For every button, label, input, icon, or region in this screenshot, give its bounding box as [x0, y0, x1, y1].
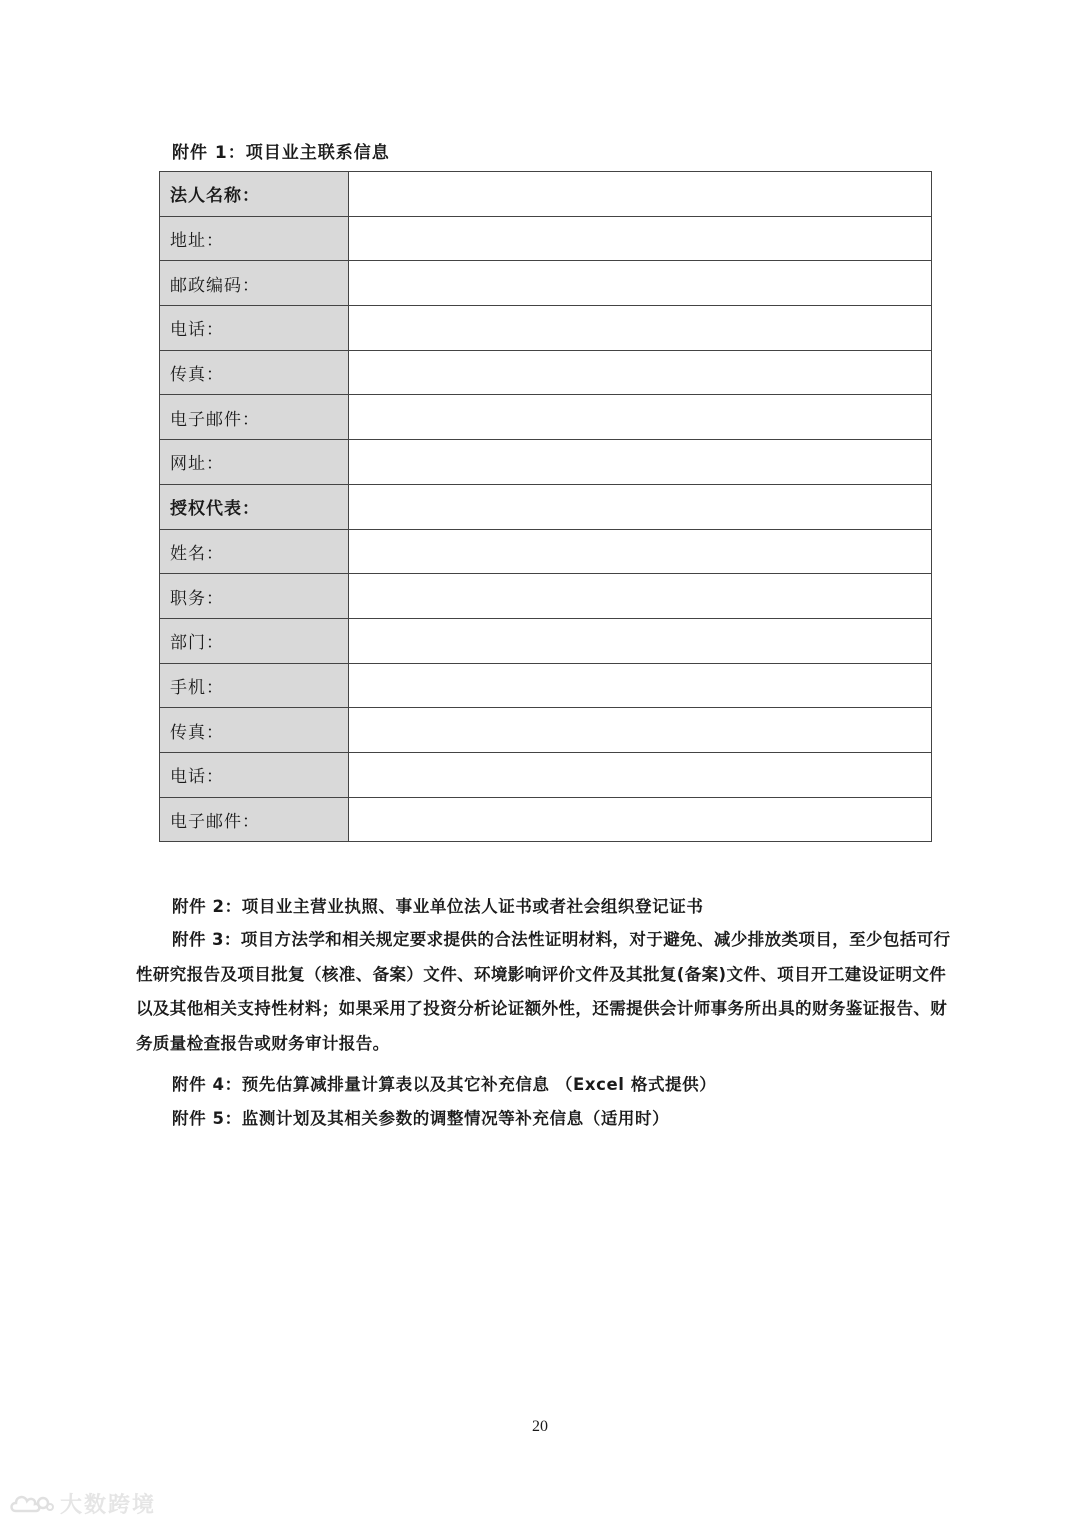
attachment-5-text: 附件 5：监测计划及其相关参数的调整情况等补充信息（适用时）: [172, 1109, 670, 1128]
field-label: 姓名：: [160, 529, 349, 574]
cloud-logo-icon: [8, 1491, 54, 1517]
field-label: 地址：: [160, 216, 349, 261]
field-value: [349, 395, 932, 440]
field-value: [349, 529, 932, 574]
field-label: 法人名称：: [160, 172, 349, 217]
field-value: [349, 574, 932, 619]
table-row: [160, 574, 932, 619]
field-label: 电话：: [160, 306, 349, 351]
table-row: [160, 752, 932, 797]
table-row: [160, 261, 932, 306]
field-value: [349, 663, 932, 708]
table-row: [160, 440, 932, 485]
table-row: [160, 350, 932, 395]
table-row: [160, 395, 932, 440]
table-row: [160, 484, 932, 529]
field-label: 部门：: [160, 618, 349, 663]
table-row: [160, 529, 932, 574]
table-row: [160, 618, 932, 663]
field-value: [349, 708, 932, 753]
watermark: [8, 1488, 156, 1519]
contact-info-table: [159, 171, 932, 842]
field-value: [349, 484, 932, 529]
field-label: 邮政编码：: [160, 261, 349, 306]
field-label: 电子邮件：: [160, 395, 349, 440]
field-label: 职务：: [160, 574, 349, 619]
field-value: [349, 797, 932, 842]
field-value: [349, 306, 932, 351]
field-label: 手机：: [160, 663, 349, 708]
table-row: [160, 216, 932, 261]
field-value: [349, 440, 932, 485]
field-value: [349, 216, 932, 261]
field-label: 电话：: [160, 752, 349, 797]
field-label: 传真：: [160, 708, 349, 753]
attachment-4-text: 附件 4：预先估算减排量计算表以及其它补充信息 （Excel 格式提供）: [172, 1075, 717, 1094]
table-row: [160, 306, 932, 351]
watermark-text: 大数跨境: [60, 1493, 157, 1518]
field-value: [349, 618, 932, 663]
table-row: [160, 708, 932, 753]
field-value: [349, 350, 932, 395]
field-label: 网址：: [160, 440, 349, 485]
field-value: [349, 261, 932, 306]
attachment-3-text: 附件 3：项目方法学和相关规定要求提供的合法性证明材料，对于避免、减少排放类项目，至少包括可行性研究报告及项目批复（核准、备案）文件、环境影响评价文件及其批复(备案)文件、项目开工建设证明文件以及其他相关支持性材料；如果采用了投资分析论证额外性，还需提供会计师事务所出具的财务鉴证报告、财务质量检查报告或财务审计报告。: [136, 930, 951, 1053]
attachment-1-heading: 附件 1：项目业主联系信息: [172, 143, 390, 163]
table-row: [160, 172, 932, 217]
table-row: [160, 663, 932, 708]
field-value: [349, 172, 932, 217]
field-label: 授权代表：: [160, 484, 349, 529]
field-label: 电子邮件：: [160, 797, 349, 842]
field-value: [349, 752, 932, 797]
field-label: 传真：: [160, 350, 349, 395]
attachment-2-text: 附件 2：项目业主营业执照、事业单位法人证书或者社会组织登记证书: [172, 897, 704, 916]
page-number: 20: [532, 1418, 548, 1435]
table-row: [160, 797, 932, 842]
